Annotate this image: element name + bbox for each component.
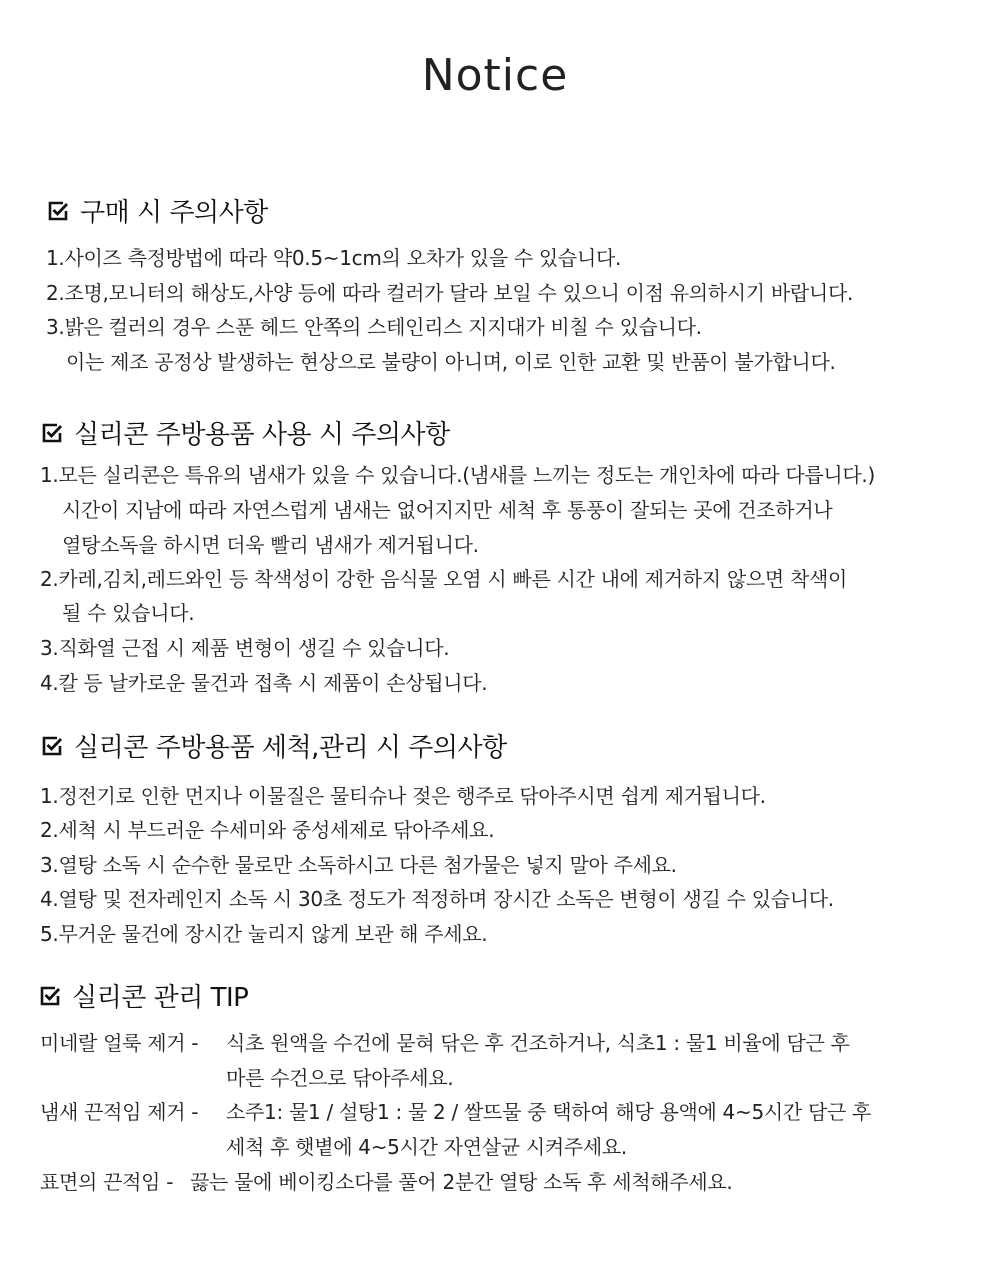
tip-text: 식초 원액을 수건에 묻혀 닦은 후 건조하거나, 식초1 : 물1 비율에 담근 후 bbox=[226, 1031, 850, 1055]
section-heading-tip bbox=[38, 977, 248, 1014]
list-item: 이는 제조 공정상 발생하는 현상으로 불량이 아니며, 이로 인한 교환 및 반품이 불가합니다. bbox=[66, 350, 836, 374]
section-heading-text: 실리콘 주방용품 세척,관리 시 주의사항 bbox=[74, 733, 507, 763]
checkbox-checked-icon bbox=[40, 734, 64, 758]
section-heading-text: 실리콘 주방용품 사용 시 주의사항 bbox=[74, 420, 450, 450]
checkbox-checked-icon bbox=[46, 199, 70, 223]
list-item: 2.세척 시 부드러운 수세미와 중성세제로 닦아주세요. bbox=[40, 818, 495, 842]
section-heading-text: 실리콘 관리 TIP bbox=[72, 983, 249, 1013]
list-item: 1.사이즈 측정방법에 따라 약0.5~1cm의 오차가 있을 수 있습니다. bbox=[46, 246, 622, 270]
list-item: 시간이 지남에 따라 자연스럽게 냄새는 없어지지만 세척 후 통풍이 잘되는 곳에 건조하거나 bbox=[62, 498, 833, 522]
checkbox-checked-icon bbox=[38, 984, 62, 1008]
tip-label: 냄새 끈적임 제거 - bbox=[40, 1100, 199, 1124]
list-item: 1.정전기로 인한 먼지나 이물질은 물티슈나 젖은 행주로 닦아주시면 쉽게 제거됩니다. bbox=[40, 784, 766, 808]
section-heading-cleaning bbox=[40, 727, 507, 764]
tip-label: 표면의 끈적임 - bbox=[40, 1170, 174, 1194]
page-title: Notice bbox=[421, 50, 569, 101]
list-item: 5.무거운 물건에 장시간 눌리지 않게 보관 해 주세요. bbox=[40, 922, 488, 946]
list-item: 4.열탕 및 전자레인지 소독 시 30초 정도가 적정하며 장시간 소독은 변형이 생길 수 있습니다. bbox=[40, 887, 834, 911]
list-item: 2.조명,모니터의 해상도,사양 등에 따라 컬러가 달라 보일 수 있으니 이점 유의하시기 바랍니다. bbox=[46, 281, 854, 305]
tip-text: 소주1: 물1 / 설탕1 : 물 2 / 쌀뜨물 중 택하여 해당 용액에 4~5시간 담근 후 bbox=[226, 1100, 872, 1124]
list-item: 될 수 있습니다. bbox=[62, 601, 195, 625]
list-item: 2.카레,김치,레드와인 등 착색성이 강한 음식물 오염 시 빠른 시간 내에 제거하지 않으면 착색이 bbox=[40, 567, 848, 591]
section-heading-usage bbox=[40, 414, 450, 451]
tip-text: 마른 수건으로 닦아주세요. bbox=[226, 1066, 454, 1090]
list-item: 3.열탕 소독 시 순수한 물로만 소독하시고 다른 첨가물은 넣지 말아 주세요. bbox=[40, 853, 677, 877]
list-item: 열탕소독을 하시면 더욱 빨리 냄새가 제거됩니다. bbox=[62, 533, 479, 557]
section-heading-text: 구매 시 주의사항 bbox=[80, 198, 268, 228]
list-item: 3.밝은 컬러의 경우 스푼 헤드 안쪽의 스테인리스 지지대가 비칠 수 있습니다. bbox=[46, 315, 702, 339]
section-heading-purchase bbox=[46, 192, 268, 229]
list-item: 3.직화열 근접 시 제품 변형이 생길 수 있습니다. bbox=[40, 636, 450, 660]
tip-text: 세척 후 햇볕에 4~5시간 자연살균 시켜주세요. bbox=[226, 1135, 627, 1159]
list-item: 1.모든 실리콘은 특유의 냄새가 있을 수 있습니다.(냄새를 느끼는 정도는 개인차에 따라 다릅니다.) bbox=[40, 463, 875, 487]
tip-text: 끓는 물에 베이킹소다를 풀어 2분간 열탕 소독 후 세척해주세요. bbox=[190, 1170, 733, 1194]
list-item: 4.칼 등 날카로운 물건과 접촉 시 제품이 손상됩니다. bbox=[40, 671, 488, 695]
checkbox-checked-icon bbox=[40, 421, 64, 445]
tip-label: 미네랄 얼룩 제거 - bbox=[40, 1031, 199, 1055]
